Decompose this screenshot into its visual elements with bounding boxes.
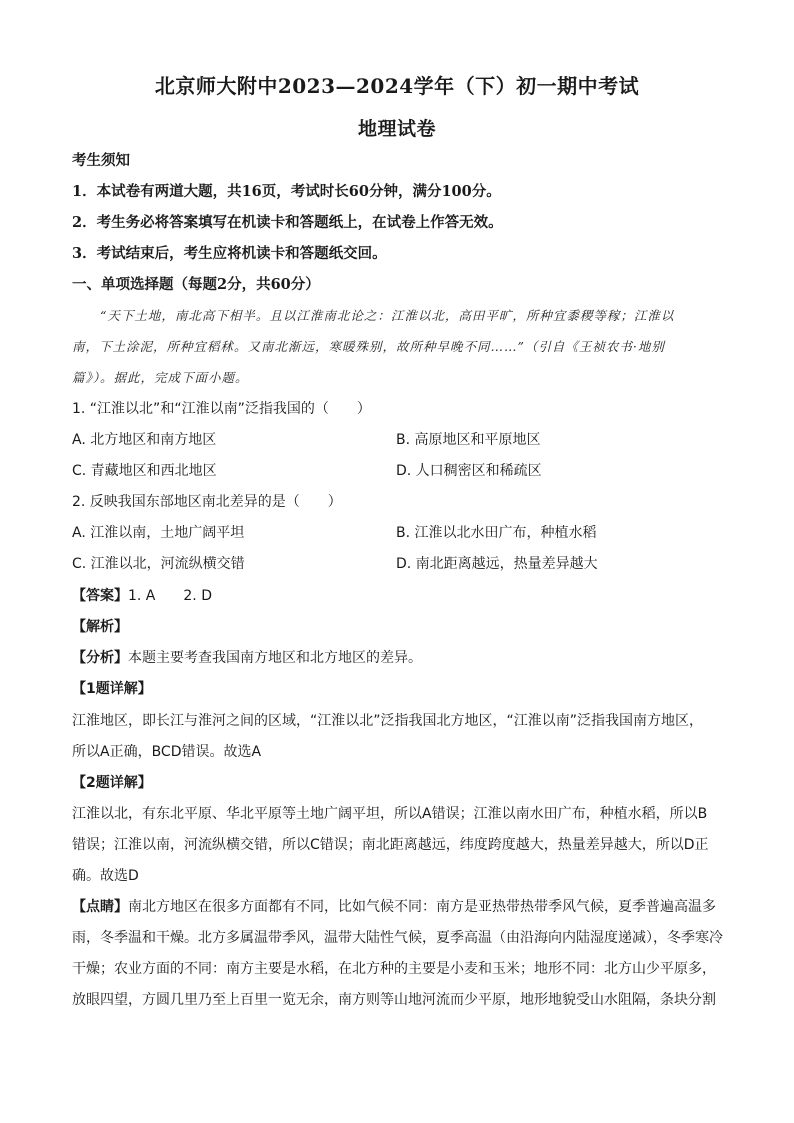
question-stem: 1. “江淮以北”和“江淮以南”泛指我国的（ ） xyxy=(72,401,371,417)
dianjing-line: 干燥；农业方面的不同：南方主要是水稻，在北方种的主要是小麦和玉米；地形不同：北方山少平原多， xyxy=(72,961,716,977)
notice-item: 1．本试卷有两道大题，共16页，考试时长60分钟，满分100分。 xyxy=(72,183,501,200)
detail2-line: 确。故选D xyxy=(72,868,139,884)
answer-line xyxy=(72,586,732,606)
detail2-line: 江淮以北，有东北平原、华北平原等土地广阔平坦，所以A错误；江淮以南水田广布，种植水稻，所以B xyxy=(72,806,708,822)
option-b: B. 高原地区和平原地区 xyxy=(396,432,541,448)
passage-line: 南，下土涂泥，所种宜稻秫。又南北渐远，寒暖殊别，故所种早晚不同……”（引自《王祯农书·地别 xyxy=(72,339,665,354)
page-title: 北京师大附中2023—2024学年（下）初一期中考试 xyxy=(154,74,640,98)
notice-item: 3．考试结束后，考生应将机读卡和答题纸交回。 xyxy=(72,245,387,262)
passage-line: “天下土地，南北高下相半。且以江淮南北论之：江淮以北，高田平旷，所种宜黍稷等稼；江淮以 xyxy=(100,308,675,323)
answer-text: 1. A 2. D xyxy=(128,588,212,604)
fenxi-line xyxy=(72,648,732,668)
option-d: D. 人口稠密区和稀疏区 xyxy=(396,463,542,479)
dianjing-line xyxy=(72,897,732,917)
detail1-label: 【1题详解】 xyxy=(72,681,152,697)
detail2-label: 【2题详解】 xyxy=(72,775,152,791)
fenxi-label: 【分析】 xyxy=(72,650,128,666)
fenxi-text: 本题主要考查我国南方地区和北方地区的差异。 xyxy=(128,650,422,666)
option-a: A. 江淮以南，土地广阔平坦 xyxy=(72,525,245,541)
notice-item: 2．考生务必将答案填写在机读卡和答题纸上，在试卷上作答无效。 xyxy=(72,214,503,231)
passage-line: 篇》）。据此，完成下面小题。 xyxy=(72,370,249,385)
question-stem: 2. 反映我国东部地区南北差异的是（ ） xyxy=(72,494,342,510)
option-a: A. 北方地区和南方地区 xyxy=(72,432,217,448)
analysis-label: 【解析】 xyxy=(72,619,128,635)
detail1-line: 所以A正确，BCD错误。故选A xyxy=(72,744,262,760)
section-heading: 一、单项选择题（每题2分，共60分） xyxy=(72,276,320,293)
option-b: B. 江淮以北水田广布，种植水稻 xyxy=(396,525,597,541)
answer-label: 【答案】 xyxy=(72,588,128,604)
dianjing-line: 放眼四望，方圆几里乃至上百里一览无余，南方则等山地河流而少平原，地形地貌受山水阻隔，条块分割 xyxy=(72,992,716,1008)
option-d: D. 南北距离越远，热量差异越大 xyxy=(396,556,598,572)
notice-heading: 考生须知 xyxy=(72,152,130,169)
page-subtitle: 地理试卷 xyxy=(357,118,436,140)
dianjing-line: 雨，冬季温和干燥。北方多属温带季风，温带大陆性气候，夏季高温（由沿海向内陆湿度递减），冬季寒冷 xyxy=(72,930,723,946)
detail2-line: 错误；江淮以南，河流纵横交错，所以C错误；南北距离越远，纬度跨度越大，热量差异越大，所以D正 xyxy=(72,837,709,853)
option-c: C. 青藏地区和西北地区 xyxy=(72,463,217,479)
option-c: C. 江淮以北，河流纵横交错 xyxy=(72,556,245,572)
dianjing-text: 南北方地区在很多方面都有不同，比如气候不同：南方是亚热带热带季风气候，夏季普遍高温多 xyxy=(128,899,716,915)
detail1-line: 江淮地区，即长江与淮河之间的区域，“江淮以北”泛指我国北方地区，“江淮以南”泛指我国南方地区， xyxy=(72,713,704,729)
dianjing-label: 【点睛】 xyxy=(72,899,128,915)
